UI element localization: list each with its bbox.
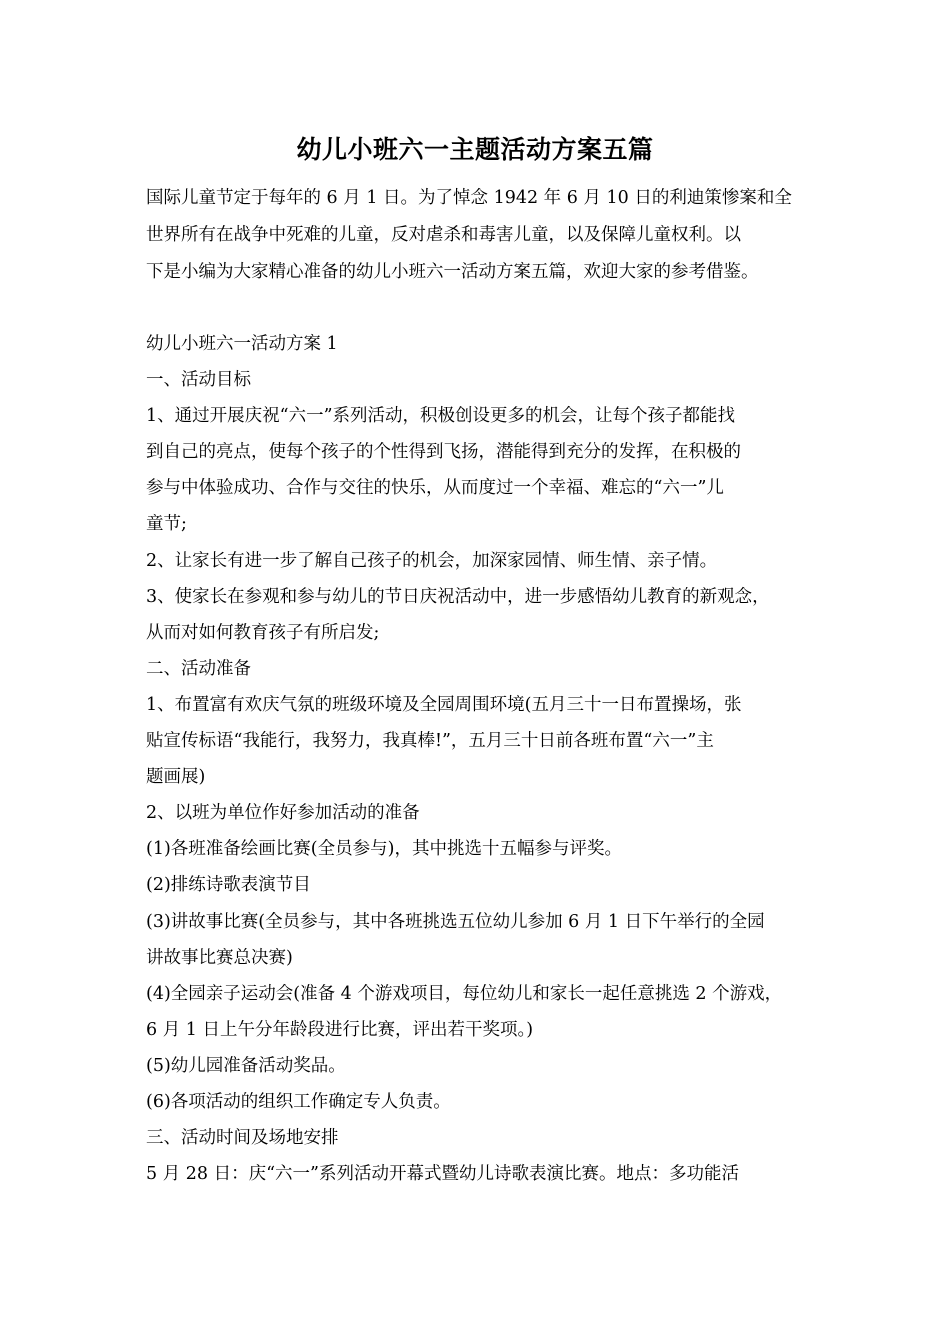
body-line: 题画展) [146,767,206,788]
intro-line: 世界所有在战争中死难的儿童，反对虐杀和毒害儿童，以及保障儿童权利。以 [146,225,741,245]
body-line: (4)全园亲子运动会(准备 4 个游戏项目，每位幼儿和家长一起任意挑选 2 个游戏， [146,983,783,1004]
intro-paragraph [146,180,818,291]
body-line: (2)排练诗歌表演节目 [146,875,311,896]
section-heading: 三、活动时间及场地安排 [146,1128,339,1149]
body-line: 1、布置富有欢庆气氛的班级环境及全园周围环境(五月三十一日布置操场，张 [146,694,742,715]
body-line: 5 月 28 日：庆“六一”系列活动开幕式暨幼儿诗歌表演比赛。地点：多功能活 [146,1164,739,1185]
intro-line: 国际儿童节定于每年的 6 月 1 日。为了悼念 1942 年 6 月 10 日的利迪策惨案和全 [146,188,792,208]
body-line: 贴宣传标语“我能行，我努力，我真棒!”，五月三十日前各班布置“六一”主 [146,731,714,752]
body-line: 童节; [146,514,187,535]
body-line: 讲故事比赛总决赛) [146,947,293,968]
body-line: (3)讲故事比赛(全员参与，其中各班挑选五位幼儿参加 6 月 1 日下午举行的全园 [146,911,765,932]
body-line: 参与中体验成功、合作与交往的快乐，从而度过一个幸福、难忘的“六一”儿 [146,478,724,499]
section-heading: 幼儿小班六一活动方案 1 [146,334,338,354]
document-body [146,326,826,1192]
body-line: (1)各班准备绘画比赛(全员参与)，其中挑选十五幅参与评奖。 [146,839,622,860]
body-line: (6)各项活动的组织工作确定专人负责。 [146,1091,451,1112]
body-line: 从而对如何教育孩子有所启发; [146,622,380,643]
body-line: 3、使家长在参观和参与幼儿的节日庆祝活动中，进一步感悟幼儿教育的新观念， [146,586,770,607]
body-line: (5)幼儿园准备活动奖品。 [146,1055,346,1076]
section-heading: 二、活动准备 [146,658,251,679]
intro-line: 下是小编为大家精心准备的幼儿小班六一活动方案五篇，欢迎大家的参考借鉴。 [146,262,759,282]
section-heading: 一、活动目标 [146,370,251,391]
body-line: 到自己的亮点，使每个孩子的个性得到飞扬，潜能得到充分的发挥，在积极的 [146,442,741,463]
body-line: 2、以班为单位作好参加活动的准备 [146,803,420,824]
body-line: 6 月 1 日上午分年龄段进行比赛，评出若干奖项。) [146,1019,534,1040]
body-line: 1、通过开展庆祝“六一”系列活动，积极创设更多的机会，让每个孩子都能找 [146,406,736,427]
document-title: 幼儿小班六一主题活动方案五篇 [296,135,654,164]
body-line: 2、让家长有进一步了解自己孩子的机会，加深家园情、师生情、亲子情。 [146,550,718,571]
